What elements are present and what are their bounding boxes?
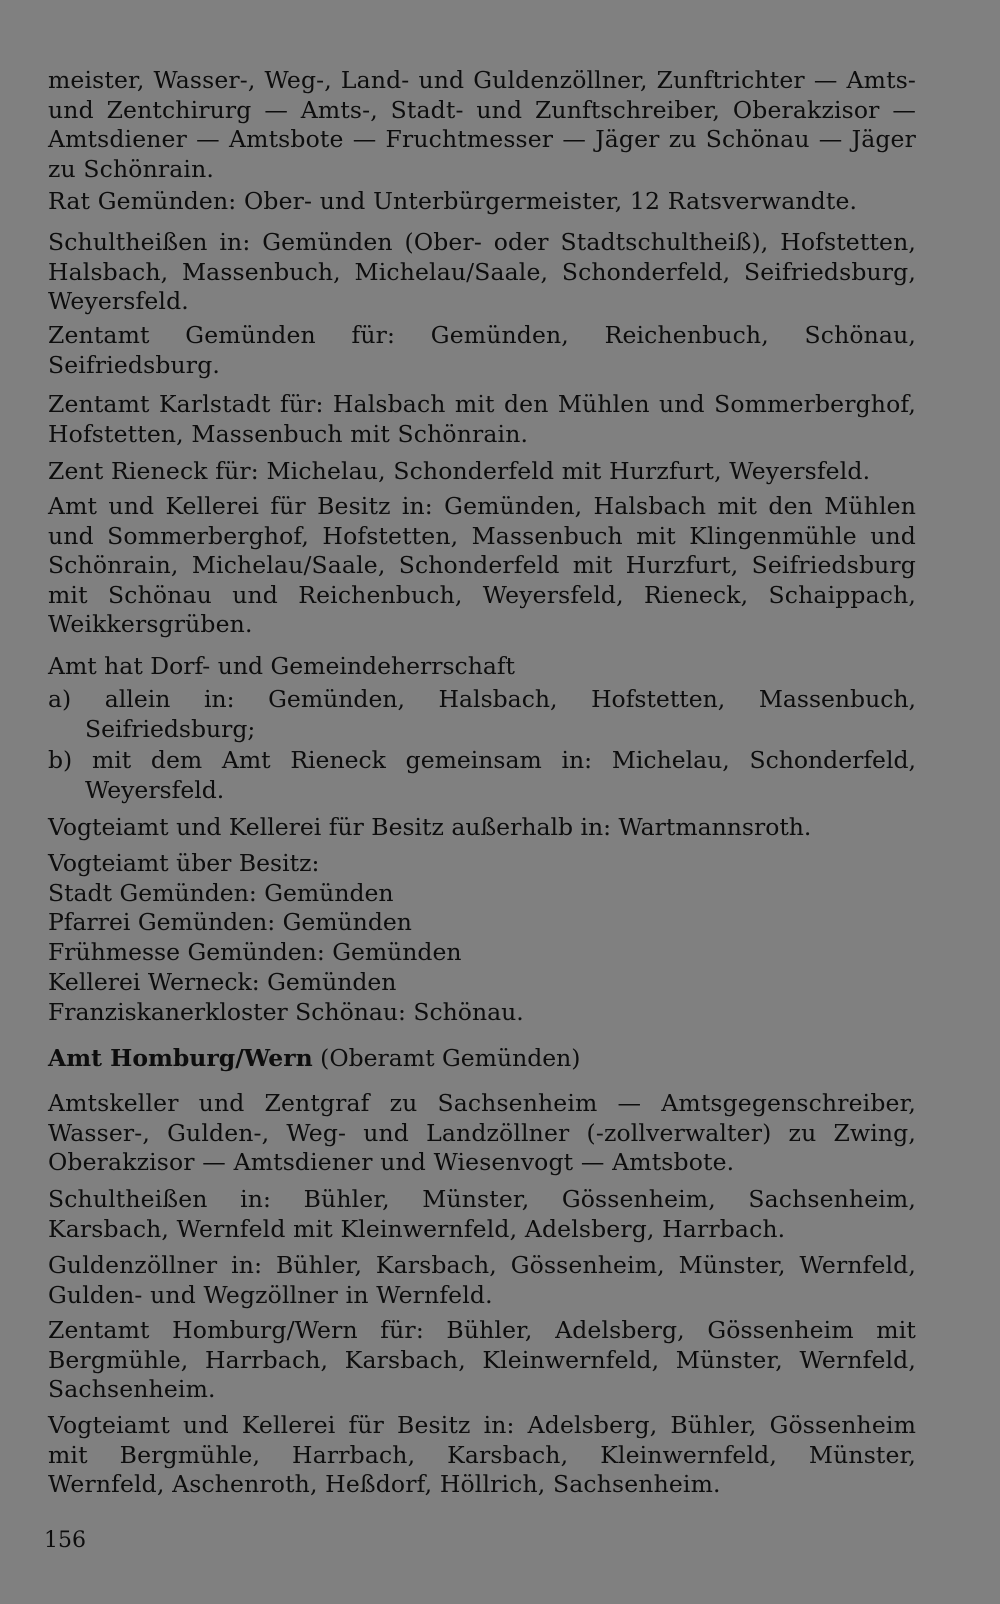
vogteiamt-line: Pfarrei Gemünden: Gemünden [48, 908, 412, 936]
vogteiamt-line: Stadt Gemünden: Gemünden [48, 879, 394, 907]
section-heading [48, 1044, 580, 1074]
paragraph-homburg-zentamt: Zentamt Homburg/Wern für: Bühler, Adelsberg, Gössenheim mit Bergmühle, Harrbach, Karsbach, Kleinwernfeld, Münster, Wernfeld, Sachsenheim. [48, 1316, 916, 1404]
paragraph-zent-rieneck: Zent Rieneck für: Michelau, Schonderfeld mit Hurzfurt, Weyersfeld. [48, 457, 871, 485]
vogteiamt-line: Kellerei Werneck: Gemünden [48, 968, 397, 996]
page-number: 156 [44, 1528, 86, 1553]
section-heading-bold: Amt Homburg/Wern [48, 1044, 313, 1072]
paragraph-dorfherrschaft: Amt hat Dorf- und Gemeindeherrschaft [48, 652, 515, 680]
vogteiamt-line: Vogteiamt über Besitz: [48, 849, 320, 877]
paragraph-zentamt-karlstadt: Zentamt Karlstadt für: Halsbach mit den Mühlen und Sommerberghof, Hofstetten, Massenbuch mit Schönrain. [48, 390, 916, 448]
paragraph-homburg-vogteiamt: Vogteiamt und Kellerei für Besitz in: Adelsberg, Bühler, Gössenheim mit Bergmühle, Harrbach, Karsbach, Kleinwernfeld, Münster, Wernfeld, Aschenroth, Heßdorf, Höllrich, Sachsenheim. [48, 1411, 916, 1499]
paragraph-rat-gemuenden: Rat Gemünden: Ober- und Unterbürgermeister, 12 Ratsverwandte. [48, 187, 858, 215]
list-item-a: a) allein in: Gemünden, Halsbach, Hofstetten, Massenbuch, Seifriedsburg; [48, 685, 916, 743]
paragraph-homburg-guldenzoellner: Guldenzöllner in: Bühler, Karsbach, Gössenheim, Münster, Wernfeld, Gulden- und Wegzöllner in Wernfeld. [48, 1251, 916, 1309]
paragraph-homburg-offices: Amtskeller und Zentgraf zu Sachsenheim — Amtsgegenschreiber, Wasser-, Gulden-, Weg- und Landzöllner (-zollverwalter) zu Zwing, Oberakzisor — Amtsdiener und Wiesenvogt — Amtsbote. [48, 1089, 916, 1177]
vogteiamt-line: Franziskanerkloster Schönau: Schönau. [48, 998, 524, 1026]
list-item-b: b) mit dem Amt Rieneck gemeinsam in: Michelau, Schonderfeld, Weyersfeld. [48, 746, 916, 804]
paragraph-schultheissen-gemuenden: Schultheißen in: Gemünden (Ober- oder Stadtschultheiß), Hofstetten, Halsbach, Massenbuch, Michelau/Saale, Schonderfeld, Seifriedsburg, Weyersfeld. [48, 228, 916, 316]
paragraph-homburg-schultheissen: Schultheißen in: Bühler, Münster, Gössenheim, Sachsenheim, Karsbach, Wernfeld mit Kleinwernfeld, Adelsberg, Harrbach. [48, 1185, 916, 1243]
paragraph-zentamt-gemuenden: Zentamt Gemünden für: Gemünden, Reichenbuch, Schönau, Seifriedsburg. [48, 321, 916, 379]
section-heading-subtitle: (Oberamt Gemünden) [312, 1044, 581, 1072]
paragraph-offices-list: meister, Wasser-, Weg-, Land- und Guldenzöllner, Zunftrichter — Amts- und Zentchirurg — Amts-, Stadt- und Zunftschreiber, Oberakzisor — Amtsdiener — Amtsbote — Fruchtmesser — Jäger zu Schönau — Jäger zu Schönrain. [48, 66, 916, 183]
paragraph-vogteiamt-ausserhalb: Vogteiamt und Kellerei für Besitz außerhalb in: Wartmannsroth. [48, 813, 812, 841]
paragraph-amt-kellerei: Amt und Kellerei für Besitz in: Gemünden, Halsbach mit den Mühlen und Sommerberghof, Hofstetten, Massenbuch mit Klingenmühle und Schönrain, Michelau/Saale, Schonderfeld mit Hurzfurt, Seifriedsburg mit Schönau und Reichenbuch, Weyersfeld, Rieneck, Schaippach, Weikkersgrüben. [48, 492, 916, 639]
vogteiamt-line: Frühmesse Gemünden: Gemünden [48, 938, 462, 966]
